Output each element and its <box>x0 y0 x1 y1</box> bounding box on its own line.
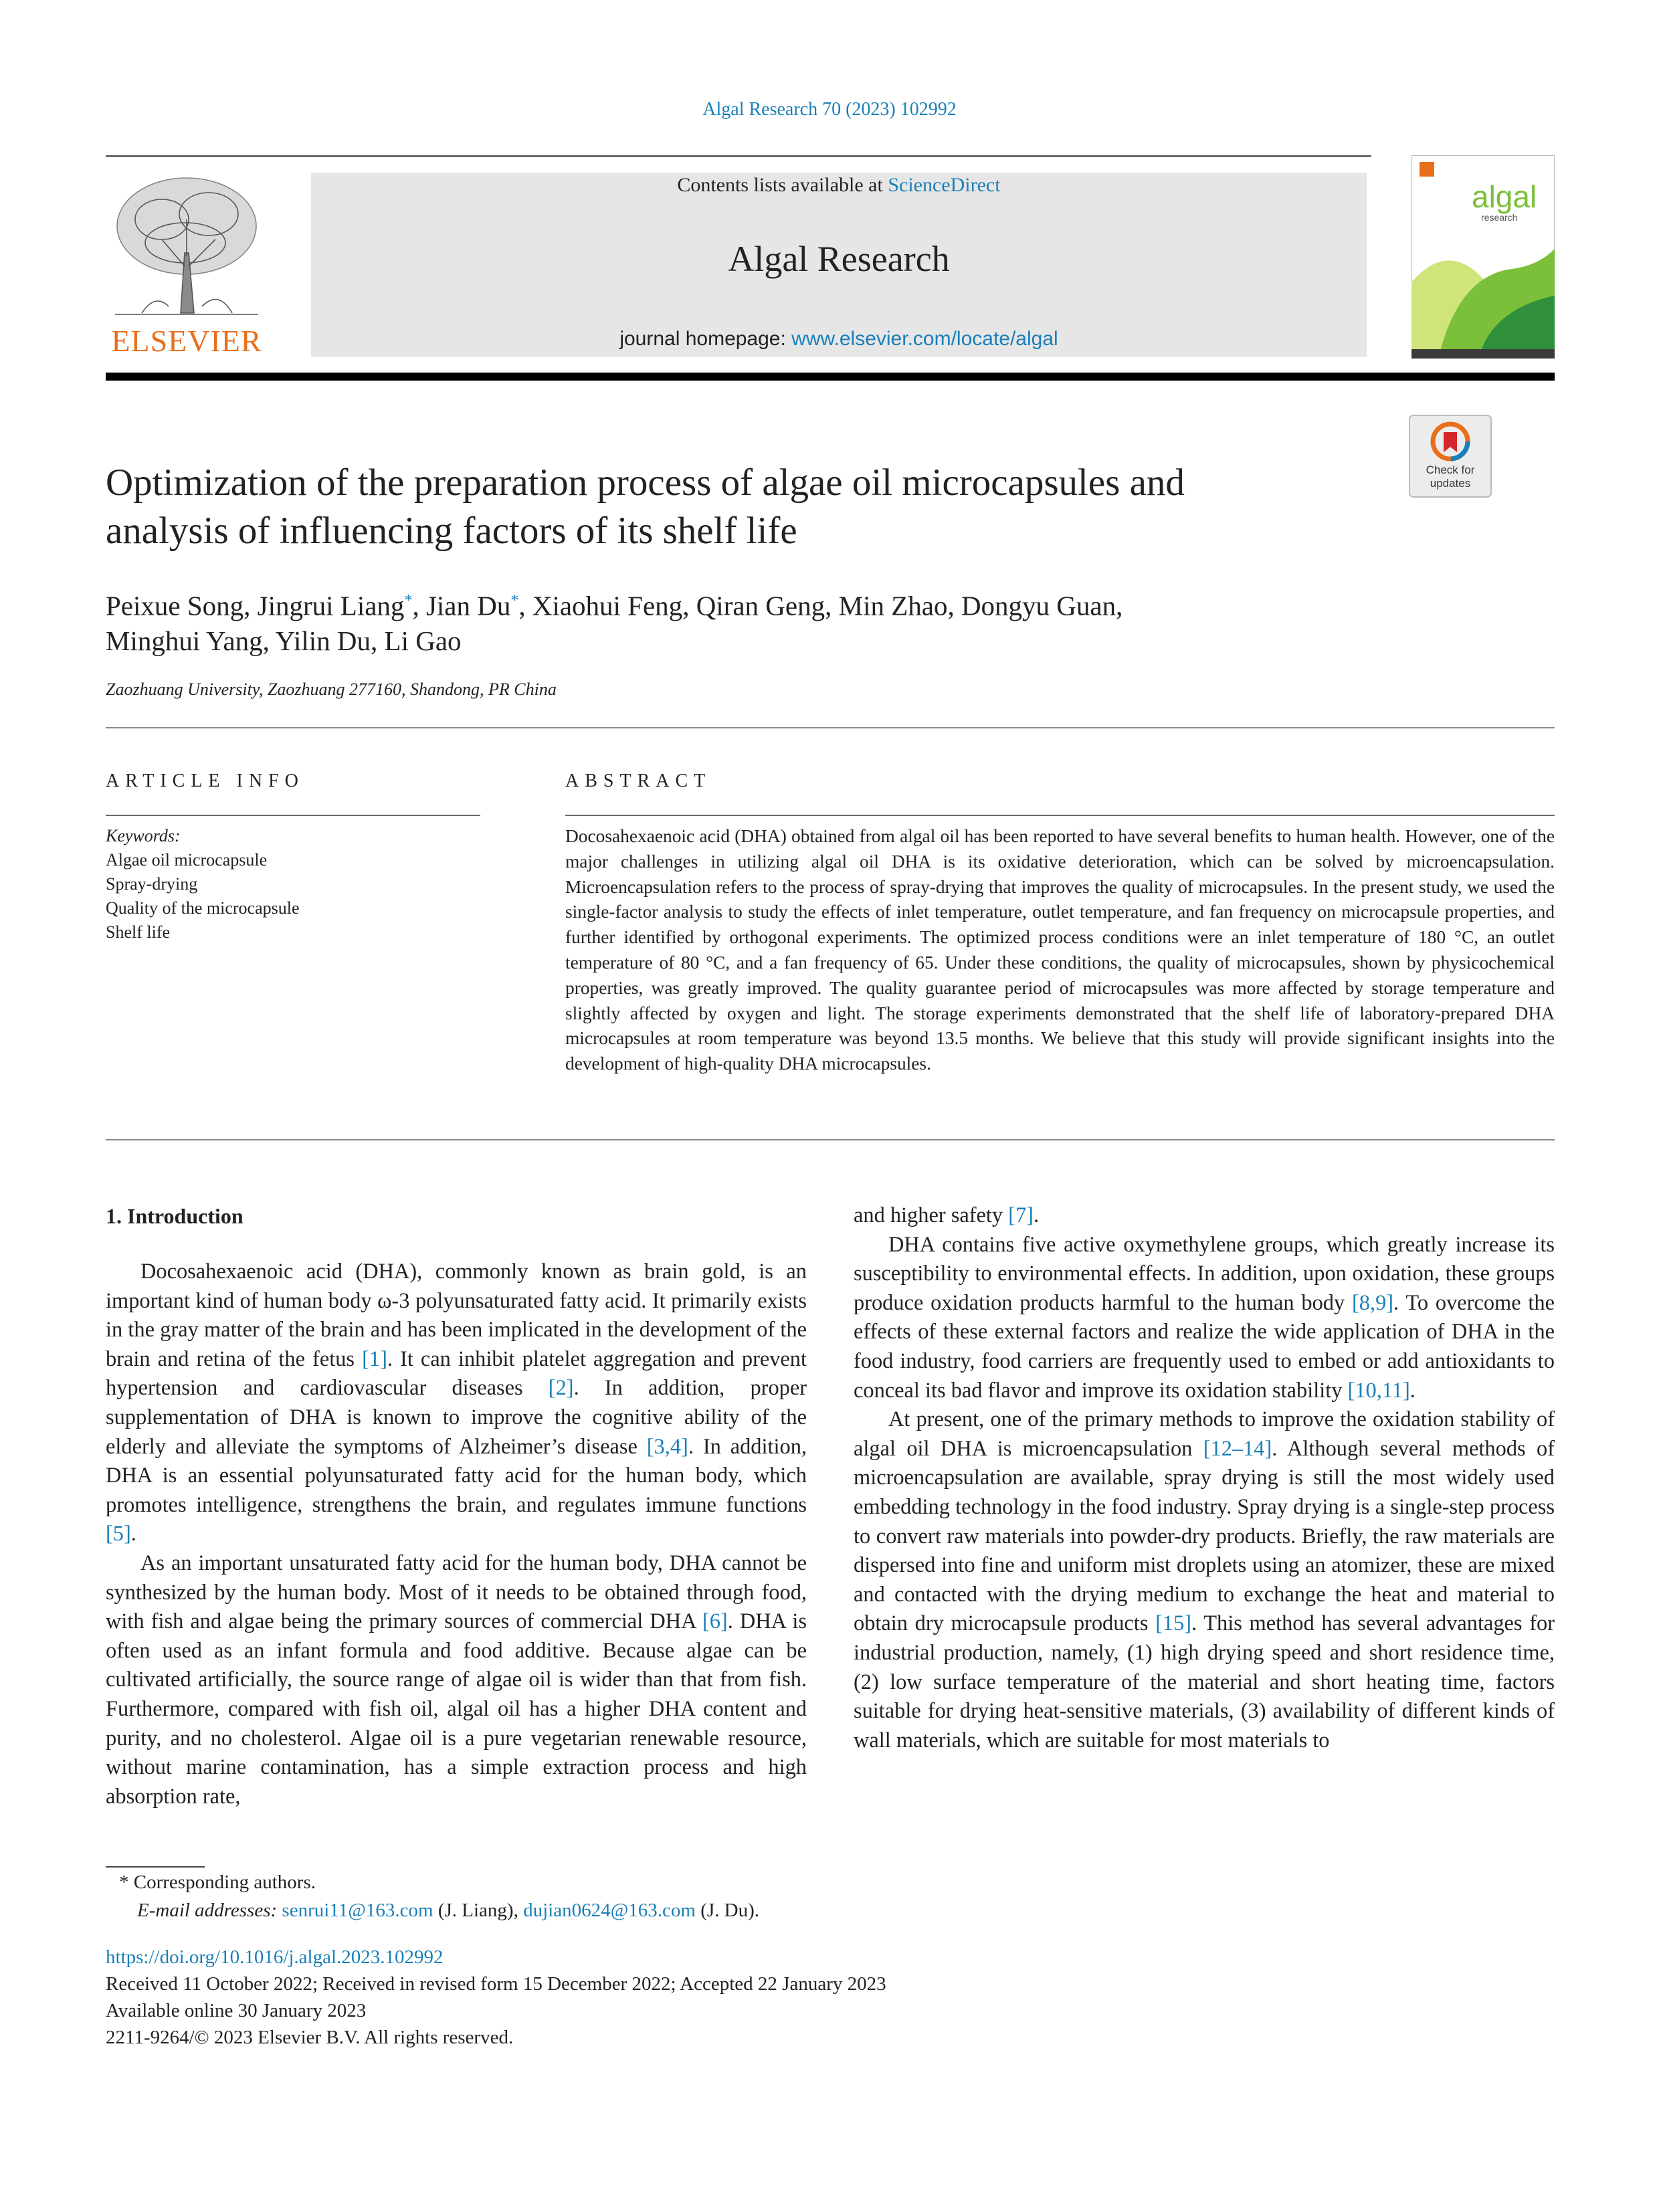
header-thick-rule <box>106 373 1555 381</box>
authors-line-1 <box>106 583 1444 623</box>
affiliation: Zaozhuang University, Zaozhuang 277160, Shandong, PR China <box>106 680 557 699</box>
introduction-heading: 1. Introduction <box>106 1204 243 1228</box>
title-line-1: Optimization of the preparation process of algae oil microcapsules and <box>106 462 1185 504</box>
journal-cover-thumbnail[interactable] <box>1411 155 1555 359</box>
paragraph <box>854 1201 1555 1231</box>
author-separator: , <box>371 625 385 656</box>
author-separator: , <box>243 590 258 621</box>
text-run: . DHA is often used as an infant formula and food additive. Because algae can be cultivated artificially, the source range of algae oil is wider than that from fish. Furthermore, compared with fish oil, algal oil has a higher DHA content and purity, and no cholesterol. Algae oil is a pure vegetarian renewable resource, without marine contamination, has a simple extraction process and high absorption rate, <box>106 1609 807 1809</box>
check-updates-line1: Check for <box>1426 464 1475 476</box>
author-separator: , <box>947 590 961 621</box>
keywords-label: Keywords: <box>106 826 181 845</box>
text-run: . In addition, proper supplementation of DHA is known to improve the cognitive ability of the elderly and alleviate the symptoms of Alzheimer’s disease <box>106 1376 807 1459</box>
citation-link[interactable]: [15] <box>1155 1611 1192 1636</box>
email-link[interactable]: senrui11@163.com <box>282 1900 433 1921</box>
text-run: Docosahexaenoic acid (DHA), commonly known as brain gold, is an important kind of human body ω-3 polyunsaturated fatty acid. It primarily exists in the gray matter of the brain and has been implicated in the development of the brain and retina of the fetus <box>106 1260 807 1371</box>
paragraph <box>106 1549 807 1811</box>
citation-link[interactable]: [6] <box>702 1609 728 1634</box>
text-run: and higher safety <box>854 1203 1009 1227</box>
corresponding-mark[interactable]: * <box>404 592 413 609</box>
keywords-block <box>106 824 480 944</box>
text-run: . <box>130 1522 136 1546</box>
email-owner: (J. Du). <box>695 1900 760 1921</box>
check-updates-icon <box>1409 415 1492 498</box>
citation-link[interactable]: [8,9] <box>1351 1290 1394 1315</box>
available-online-date: Available online 30 January 2023 <box>106 2000 367 2021</box>
contents-availability-line <box>311 174 1367 197</box>
text-run: . In addition, DHA is an essential polyunsaturated fatty acid for the human body, which promotes intelligence, strengthens the brain, and regulates immune functions <box>106 1434 807 1517</box>
citation-link[interactable]: [3,4] <box>646 1434 688 1459</box>
title-line-2: analysis of influencing factors of its shelf life <box>106 510 797 552</box>
author-separator: , <box>518 590 532 621</box>
keyword-item: Spray-drying <box>106 874 198 894</box>
elsevier-wordmark: ELSEVIER <box>111 324 262 358</box>
section-divider <box>106 727 1555 728</box>
email-owner: (J. Liang), <box>433 1900 524 1921</box>
corresponding-mark: * <box>119 1872 129 1893</box>
text-run: . This method has several advantages for industrial production, namely, (1) high drying speed and short residence time, (2) low surface temperature of the material and short heating time, factors suitable for drying heat-sensitive materials, (3) availability of different kinds of wall materials, which are suitable for most materials to <box>854 1611 1555 1752</box>
author-name[interactable]: Jian Du <box>425 590 511 621</box>
check-for-updates-button[interactable] <box>1409 415 1492 498</box>
citation-link[interactable]: [12–14] <box>1203 1436 1272 1461</box>
article-title <box>106 459 1377 555</box>
doi-link[interactable]: https://doi.org/10.1016/j.algal.2023.102992 <box>106 1946 444 1968</box>
section-divider <box>106 1139 1555 1140</box>
keyword-item: Quality of the microcapsule <box>106 898 300 918</box>
sciencedirect-link[interactable]: ScienceDirect <box>888 174 1001 196</box>
journal-homepage-line <box>311 328 1367 350</box>
author-name[interactable]: Minghui Yang <box>106 625 263 656</box>
elsevier-tree-icon <box>102 173 272 320</box>
author-separator: , <box>412 590 426 621</box>
author-name[interactable]: Qiran Geng <box>696 590 825 621</box>
paragraph <box>854 1231 1555 1406</box>
email-label: E-mail addresses: <box>137 1900 282 1921</box>
abstract-heading: ABSTRACT <box>565 771 712 791</box>
author-name[interactable]: Peixue Song <box>106 590 244 621</box>
journal-reference[interactable]: Algal Research 70 (2023) 102992 <box>702 99 957 120</box>
copyright-notice: 2211-9264/© 2023 Elsevier B.V. All rights reserved. <box>106 2027 514 2048</box>
abstract-text: Docosahexaenoic acid (DHA) obtained from algal oil has been reported to have several benefits to human health. However, one of the major challenges in utilizing algal oil DHA is its oxidative deterioration, which can be solved by microencapsulation. Microencapsulation refers to the process of spray-drying that improves the quality of microcapsules. In the present study, we used the single-factor analysis to study the effects of inlet temperature, outlet temperature, and fan frequency on microcapsule properties, and further identified by orthogonal experiments. The optimized process conditions were an inlet temperature of 180 °C, an outlet temperature of 80 °C, and a fan frequency of 65. Under these conditions, the quality of microcapsules, shown by physicochemical properties, was greatly improved. The quality guarantee period of microcapsules was more affected by storage temperature and slightly affected by oxygen and light. The storage experiments demonstrated that the shelf life of laboratory-prepared DHA microcapsules at room temperature was beyond 13.5 months. We believe that this study will provide significant insights into the development of high-quality DHA microcapsules. <box>565 826 1555 1074</box>
cover-subtitle: research <box>1481 212 1518 223</box>
text-run: DHA contains five active oxymethylene groups, which greatly increase its susceptibility to environmental effects. In addition, upon oxidation, these groups produce oxidation products harmful to the human body <box>854 1232 1555 1315</box>
citation-link[interactable]: [10,11] <box>1347 1378 1410 1403</box>
body-right-column <box>854 1201 1555 1755</box>
text-run: . To overcome the effects of these external factors and realize the wide application of DHA in the food industry, food carriers are frequently used to embed or add antioxidants to conceal its bad flavor and improve its oxidation stability <box>854 1290 1555 1403</box>
keyword-item: Shelf life <box>106 922 171 942</box>
check-updates-line2: updates <box>1430 477 1471 490</box>
elsevier-logo[interactable] <box>102 173 272 359</box>
homepage-prefix: journal homepage: <box>619 328 792 350</box>
email-link[interactable]: dujian0624@163.com <box>523 1900 696 1921</box>
author-separator: , <box>682 590 696 621</box>
header-divider <box>106 155 1371 157</box>
article-info-rule <box>106 815 480 816</box>
contents-prefix: Contents lists available at <box>677 174 888 196</box>
author-separator: , <box>262 625 276 656</box>
received-dates: Received 11 October 2022; Received in revised form 15 December 2022; Accepted 22 January 2023 <box>106 1973 886 1995</box>
paragraph <box>106 1258 807 1549</box>
author-name[interactable]: Li Gao <box>384 625 462 656</box>
text-run: . Although several methods of microencapsulation are available, spray drying is still the most widely used embedding technology in the food industry. Spray drying is a single-step process to convert raw materials into powder-dry products. Briefly, the raw materials are dispersed into fine and uniform mist droplets using an atomizer, these are mixed and contacted with the drying medium to exchange the heat and material to obtain dry microcapsule products <box>854 1436 1555 1636</box>
cover-title: algal <box>1472 179 1537 214</box>
corresponding-text: Corresponding authors. <box>128 1872 316 1893</box>
abstract-rule <box>565 815 1555 816</box>
journal-cover-image <box>1411 155 1555 359</box>
author-name[interactable]: Dongyu Guan <box>961 590 1116 621</box>
citation-link[interactable]: [2] <box>548 1376 574 1401</box>
author-name[interactable]: Xiaohui Feng <box>532 590 683 621</box>
authors-line-2 <box>106 623 1444 658</box>
footnote-rule <box>106 1866 205 1868</box>
author-separator: , <box>1116 590 1123 621</box>
author-list <box>106 583 1444 658</box>
journal-homepage-link[interactable]: www.elsevier.com/locate/algal <box>791 328 1058 350</box>
corresponding-mark[interactable]: * <box>510 592 519 609</box>
author-name[interactable]: Yilin Du <box>275 625 371 656</box>
email-footnote <box>137 1900 759 1922</box>
text-run: As an important unsaturated fatty acid for the human body, DHA cannot be synthesized by the human body. Most of it needs to be obtained through food, with fish and algae being the primary sources of commercial DHA <box>106 1550 807 1634</box>
paragraph <box>854 1405 1555 1755</box>
citation-link[interactable]: [5] <box>106 1522 131 1546</box>
keyword-item: Algae oil microcapsule <box>106 850 268 870</box>
text-run: . <box>1033 1203 1040 1227</box>
citation-link[interactable]: [7] <box>1008 1203 1034 1227</box>
corresponding-footnote <box>119 1872 316 1894</box>
author-separator: , <box>825 590 839 621</box>
body-left-column <box>106 1201 807 1811</box>
text-run: At present, one of the primary methods to improve the oxidation stability of algal oil DHA is microencapsulation <box>854 1407 1555 1461</box>
author-name[interactable]: Jingrui Liang <box>257 590 405 621</box>
article-info-heading: ARTICLE INFO <box>106 771 304 791</box>
author-name[interactable]: Min Zhao <box>838 590 948 621</box>
journal-name: Algal Research <box>728 239 950 279</box>
text-run: . It can inhibit platelet aggregation and prevent hypertension and cardiovascular diseases <box>106 1346 807 1401</box>
text-run: . <box>1409 1378 1416 1403</box>
citation-link[interactable]: [1] <box>362 1346 387 1371</box>
